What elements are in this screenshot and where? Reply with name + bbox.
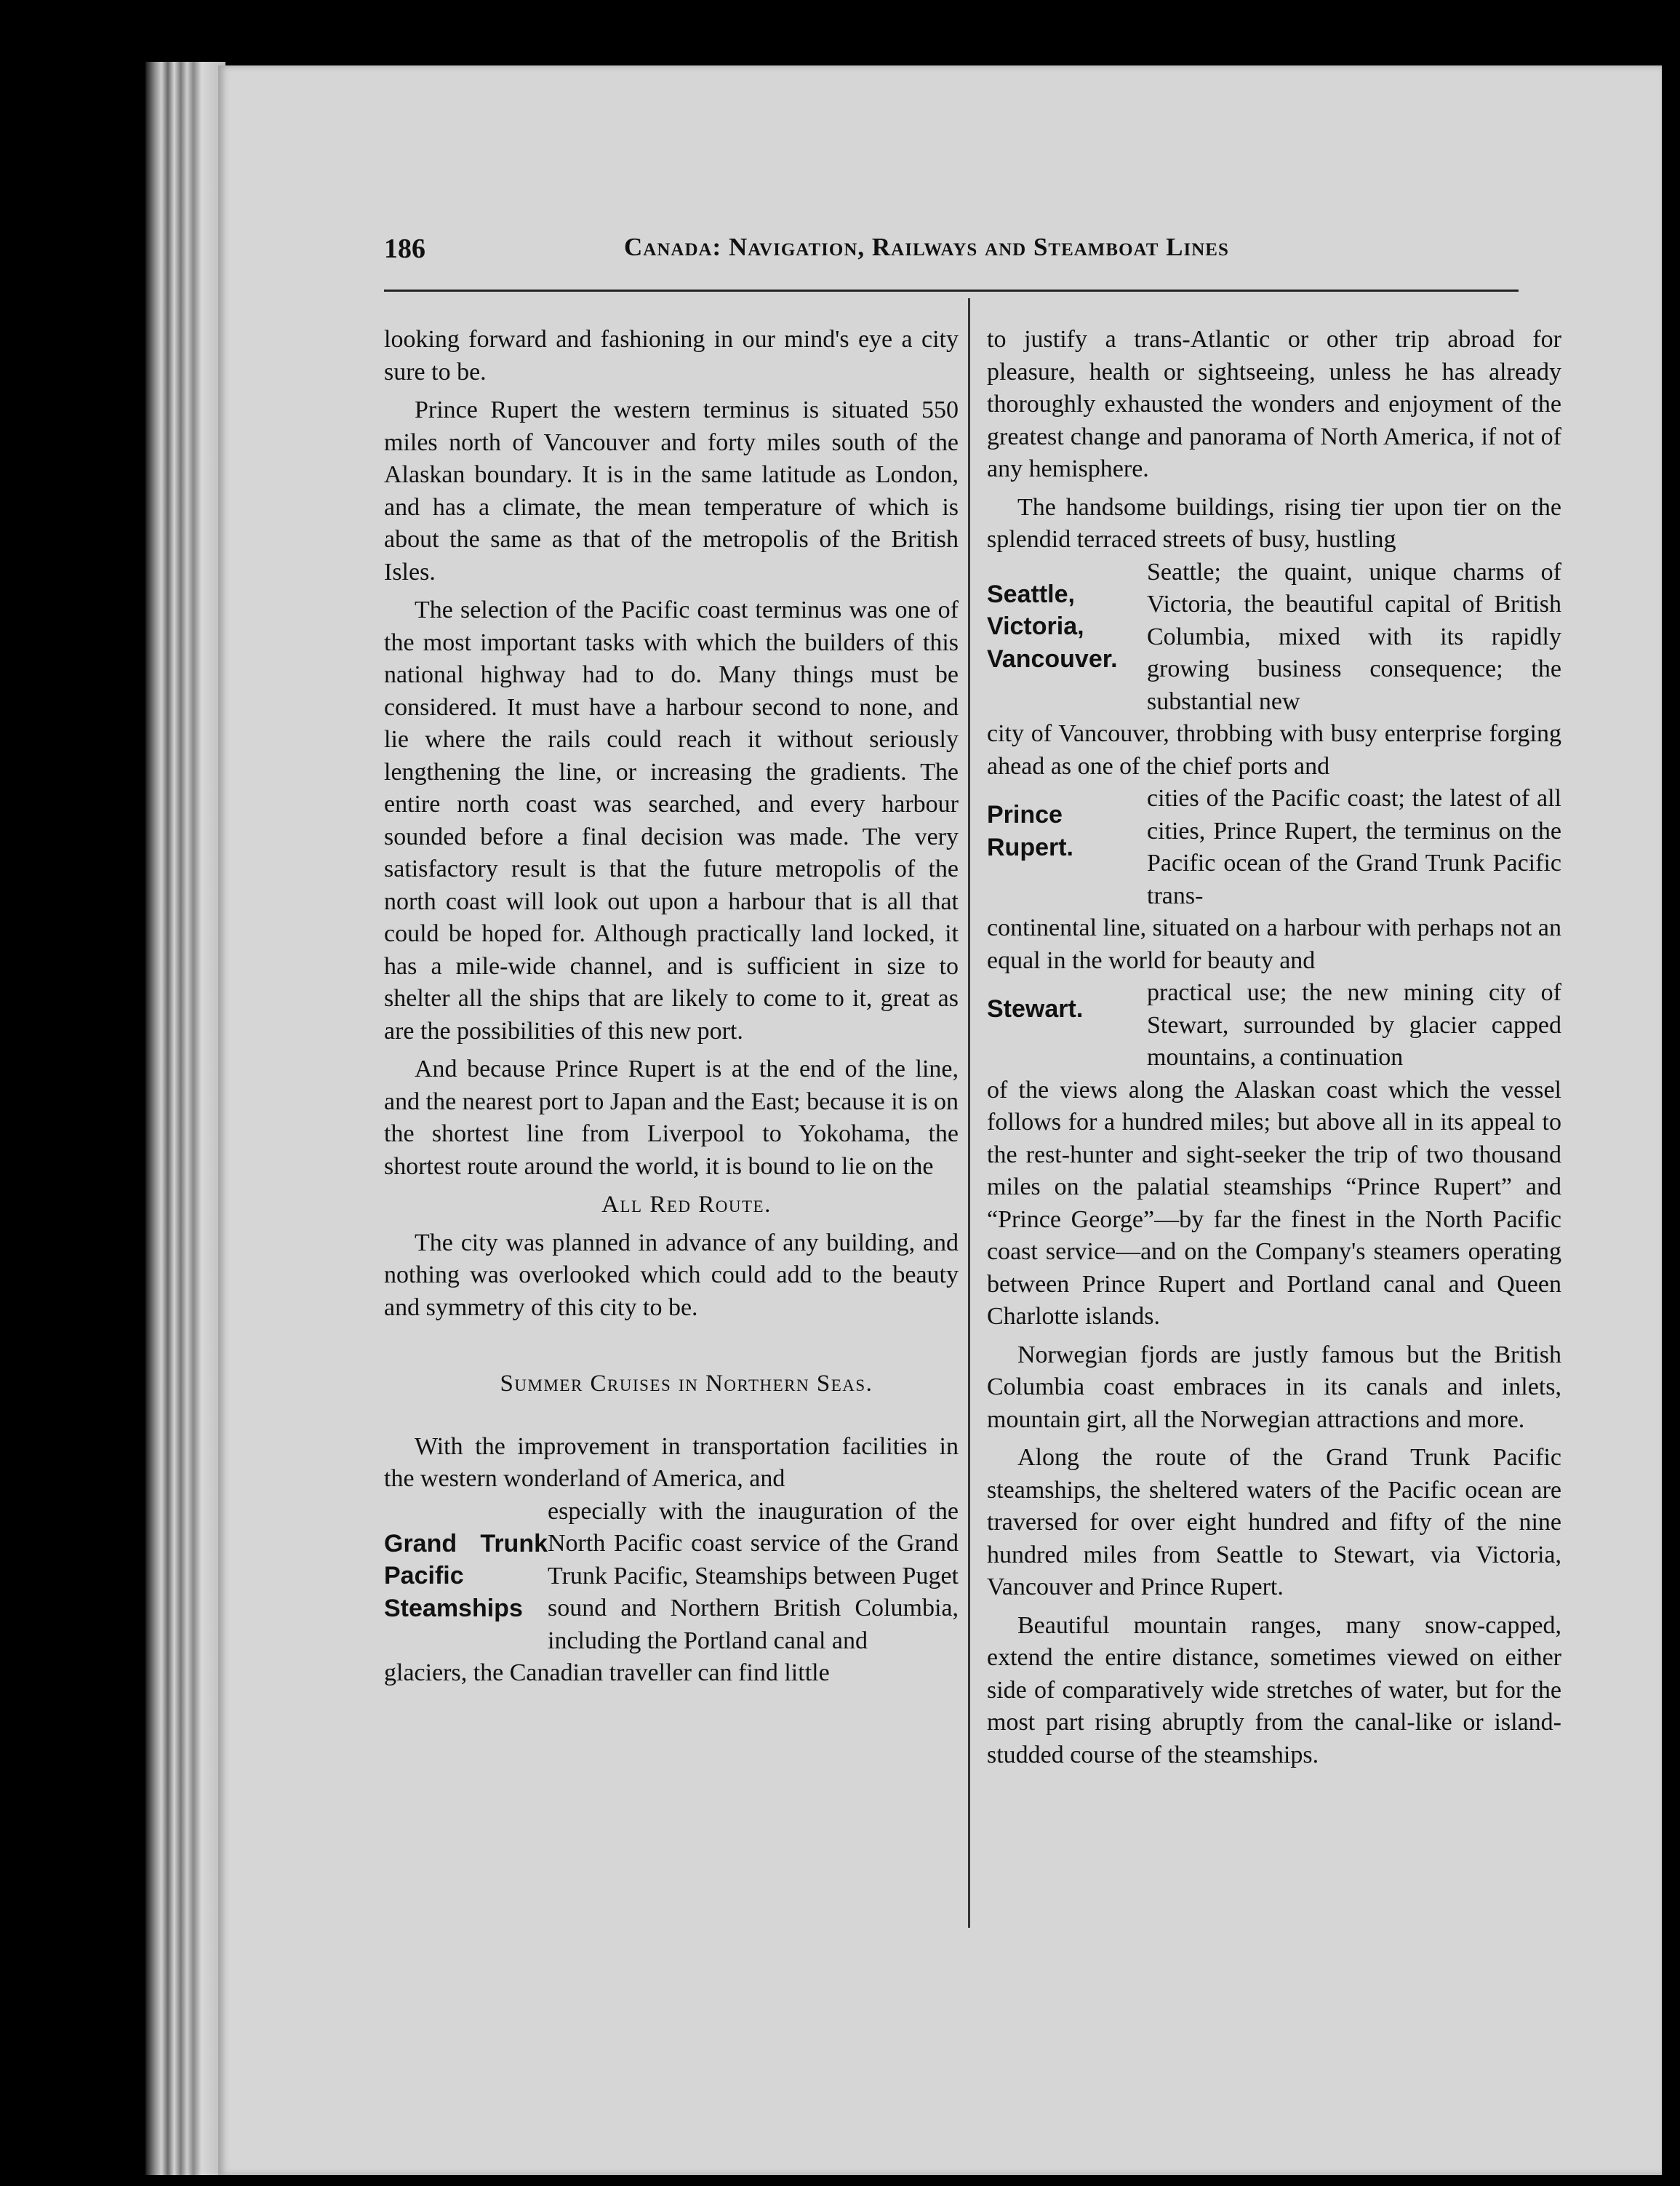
left-column [384, 324, 959, 1696]
header-rule [384, 290, 1519, 292]
paragraph: to justify a trans-Atlantic or other trip abroad for pleasure, health or sightseeing, unless he has already thoroughly exhausted the wonders and enjoyment of the greatest change and panorama of North America, if not of any hemisphere. [987, 326, 1561, 482]
paragraph-continued: Seattle; the quaint, unique charms of Victoria, the beautiful capital of British Columbia, mixed with its rapidly growing business consequence; the substantial new [1147, 558, 1561, 715]
page-header [384, 233, 1519, 276]
paragraph-continued: city of Vancouver, throbbing with busy enterprise forging ahead as one of the chief ports and [987, 720, 1561, 780]
paragraph: Prince Rupert the western terminus is situated 550 miles north of Vancouver and forty miles south of the Alaskan boundary. It is in the same latitude as London, and has a climate, the mean temperature of which is about the same as that of the metropolis of the British Isles. [384, 396, 959, 586]
paragraph-continued: of the views along the Alaskan coast which the vessel follows for a hundred miles; but above all in its appeal to the rest-hunter and sight-seeker the trip of two thousand miles on the palatial steamships “Prince Rupert” and “Prince George”—by far the finest in the North Pacific coast service—and on the Company's steamers operating between Prince Rupert and Portland canal and Queen Charlotte islands. [987, 1076, 1561, 1330]
paragraph-continued: practical use; the new mining city of Stewart, surrounded by glacier capped mountains, a continuation [1147, 979, 1561, 1071]
section-heading: All Red Route. [601, 1192, 772, 1218]
column-divider [968, 298, 970, 1928]
paragraph-continued: glaciers, the Canadian traveller can find little [384, 1659, 830, 1686]
paragraph-continued: cities of the Pacific coast; the latest of all cities, Prince Rupert, the terminus on the Pacific ocean of the Grand Trunk Pacific trans- [1147, 785, 1561, 909]
paragraph: The handsome buildings, rising tier upon tier on the splendid terraced streets of busy, hustling [987, 493, 1561, 553]
sidenote-block [987, 977, 1561, 1074]
running-head: Canada: Navigation, Railways and Steamboat Lines [624, 233, 1229, 261]
paragraph: Beautiful mountain ranges, many snow-capped, extend the entire distance, sometimes viewed on either side of comparatively wide stretches of water, but for the most part rising abruptly from the canal-like or island-studded course of the steamships. [987, 1611, 1561, 1768]
sidenote-block [384, 1496, 959, 1658]
paragraph: And because Prince Rupert is at the end of the line, and the nearest port to Japan and the East; because it is on the shortest line from Liverpool to Yokohama, the shortest route around the world, it is bound to lie on the [384, 1056, 959, 1180]
sidenote: Stewart. [987, 995, 1084, 1023]
paragraph: Norwegian fjords are justly famous but the British Columbia coast embraces in its canals and inlets, mountain girt, all the Norwegian attractions and more. [987, 1341, 1561, 1433]
sidenote: Grand Trunk Pacific Steamships [384, 1529, 548, 1622]
paragraph: looking forward and fashioning in our mind's eye a city sure to be. [384, 326, 959, 386]
paragraph: Along the route of the Grand Trunk Pacific steamships, the sheltered waters of the Pacific ocean are traversed for over eight hundred and fifty of the nine hundred miles from Seattle to Stewart, via Victoria, Vancouver and Prince Rupert. [987, 1444, 1561, 1600]
book-spine-edges [145, 62, 225, 2175]
section-heading: Summer Cruises in Northern Seas. [500, 1371, 873, 1397]
paragraph: The selection of the Pacific coast terminus was one of the most important tasks with which the builders of this national highway had to do. Many things must be considered. It must have a harbour second to none, and lie where the rails could reach it without seriously lengthening the line, or increasing the gradients. The entire north coast was searched, and every harbour sounded before a final decision was made. The very satisfactory result is that the future metropolis of the north coast will look out upon a harbour that is all that could be hoped for. Although practically land locked, it has a mile-wide channel, and is sufficient in size to shelter all the ships that are likely to come to it, great as are the possibilities of this new port. [384, 597, 959, 1045]
paragraph-continued: continental line, situated on a harbour with perhaps not an equal in the world for beauty and [987, 914, 1561, 974]
sidenote: Prince Rupert. [987, 801, 1073, 861]
sidenote-block [987, 557, 1561, 719]
paragraph: The city was planned in advance of any building, and nothing was overlooked which could add to the beauty and symmetry of this city to be. [384, 1229, 959, 1321]
paragraph-continued: especially with the inauguration of the North Pacific coast service of the Grand Trunk Pacific, Steamships between Puget sound and Northern British Columbia, including the Portland canal and [548, 1497, 959, 1654]
right-column [987, 324, 1561, 1777]
sidenote-block [987, 783, 1561, 912]
paragraph: With the improvement in transportation facilities in the western wonderland of America, and [384, 1432, 959, 1492]
page-number: 186 [384, 234, 425, 264]
sidenote: Seattle, Victoria, Vancouver. [987, 580, 1118, 673]
